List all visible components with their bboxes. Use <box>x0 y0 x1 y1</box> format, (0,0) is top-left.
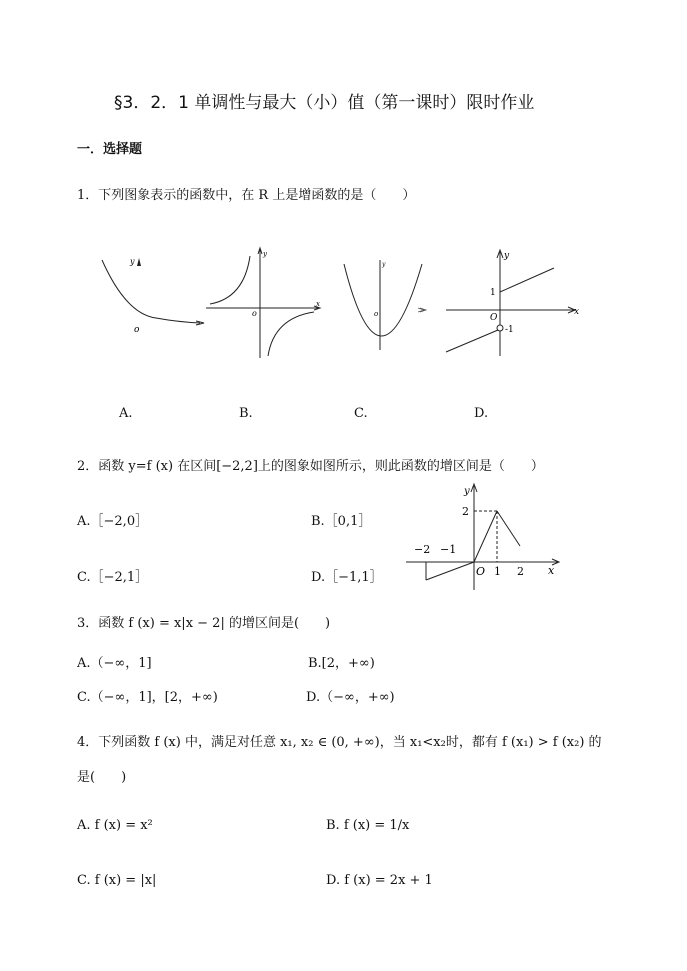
q2-option-c: C.［−2,1］ <box>77 570 149 585</box>
question-4-stem: 4．下列函数 f (x) 中，满足对任意 x₁, x₂ ∈ (0, +∞)，当 x₁<x₂时，都有 f (x₁) > f (x₂) 的 <box>77 735 602 750</box>
graph-q2-segment-left <box>426 562 474 580</box>
q1-label-d: D. <box>474 406 489 421</box>
q4-option-d: D. f (x) = 2x + 1 <box>326 873 433 888</box>
graph-q2-one-label: 1 <box>494 565 501 578</box>
hyperbola-left-branch <box>210 256 250 304</box>
graph-q2-neg1-label: −1 <box>440 543 457 556</box>
graph-d-one-label: 1 <box>490 288 496 298</box>
lower-line <box>446 330 498 352</box>
q1-label-b: B. <box>239 406 253 421</box>
q4-option-a: A. f (x) = x² <box>77 818 153 833</box>
graph-d-y-label: y <box>504 251 510 261</box>
open-point-icon <box>497 325 503 331</box>
graph-d-x-label: x <box>574 307 580 317</box>
graph-b-y-label: y <box>263 250 267 258</box>
hyperbola-right-branch <box>268 312 314 356</box>
graph-d-neg1-label: -1 <box>505 325 514 335</box>
graph-b-x-label: x <box>316 300 320 308</box>
graph-q2-two-x-label: 2 <box>517 565 524 578</box>
q2-option-b: B.［0,1］ <box>311 514 372 529</box>
graph-a-y-label: y <box>130 257 135 266</box>
question-3-stem: 3．函数 f (x) = x|x − 2| 的增区间是( ) <box>77 616 331 631</box>
q1-label-a: A. <box>119 406 133 421</box>
graph-b-origin-label: o <box>252 309 257 318</box>
q3-option-b: B.[2，+∞) <box>308 656 375 671</box>
graph-q2-x-label: x <box>548 564 555 577</box>
q2-option-a: A.［−2,0］ <box>77 514 149 529</box>
q1-label-c: C. <box>354 406 368 421</box>
question-4-stem-continued: 是( ) <box>77 770 127 785</box>
question-2-stem: 2．函数 y=f (x) 在区间[−2,2]上的图象如图所示，则此函数的增区间是（ ） <box>77 459 544 474</box>
graph-q2-origin-label: O <box>476 565 486 578</box>
graph-a-origin-label: o <box>134 325 140 335</box>
q2-option-d: D.［−1,1］ <box>311 570 383 585</box>
graph-b <box>204 246 324 361</box>
graph-a <box>98 252 208 342</box>
graph-q2-neg2-label: −2 <box>414 543 431 556</box>
q3-option-a: A.（−∞，1] <box>77 656 152 671</box>
decreasing-curve <box>102 260 200 323</box>
section-heading: 一．选择题 <box>77 142 143 157</box>
graph-c-y-label: y <box>382 261 386 268</box>
graph-q2-two-label: 2 <box>462 505 469 518</box>
graph-d-origin-label: O <box>490 313 498 323</box>
x-axis-left-arrow-icon <box>420 308 426 312</box>
parabola-curve <box>344 264 422 336</box>
graph-q2-segment-rise <box>474 511 497 562</box>
graph-q2-segment-fall <box>497 511 520 546</box>
question-1-stem: 1．下列图象表示的函数中，在 R 上是增函数的是（ ） <box>77 188 416 203</box>
y-axis-arrow-icon <box>137 258 141 266</box>
q4-option-b: B. f (x) = 1/x <box>326 818 410 833</box>
graph-d <box>416 248 586 360</box>
graph-q2 <box>404 480 564 592</box>
page-title: §3．2．1 单调性与最大（小）值（第一课时）限时作业 <box>114 93 535 113</box>
q3-option-c: C.（−∞，1]，[2，+∞) <box>77 690 218 705</box>
graph-c-origin-label: o <box>374 310 379 318</box>
upper-line <box>500 268 554 292</box>
q3-option-d: D.（−∞，+∞) <box>306 690 395 705</box>
q4-option-c: C. f (x) = |x| <box>77 873 157 888</box>
graph-q2-y-label: y <box>464 486 470 497</box>
